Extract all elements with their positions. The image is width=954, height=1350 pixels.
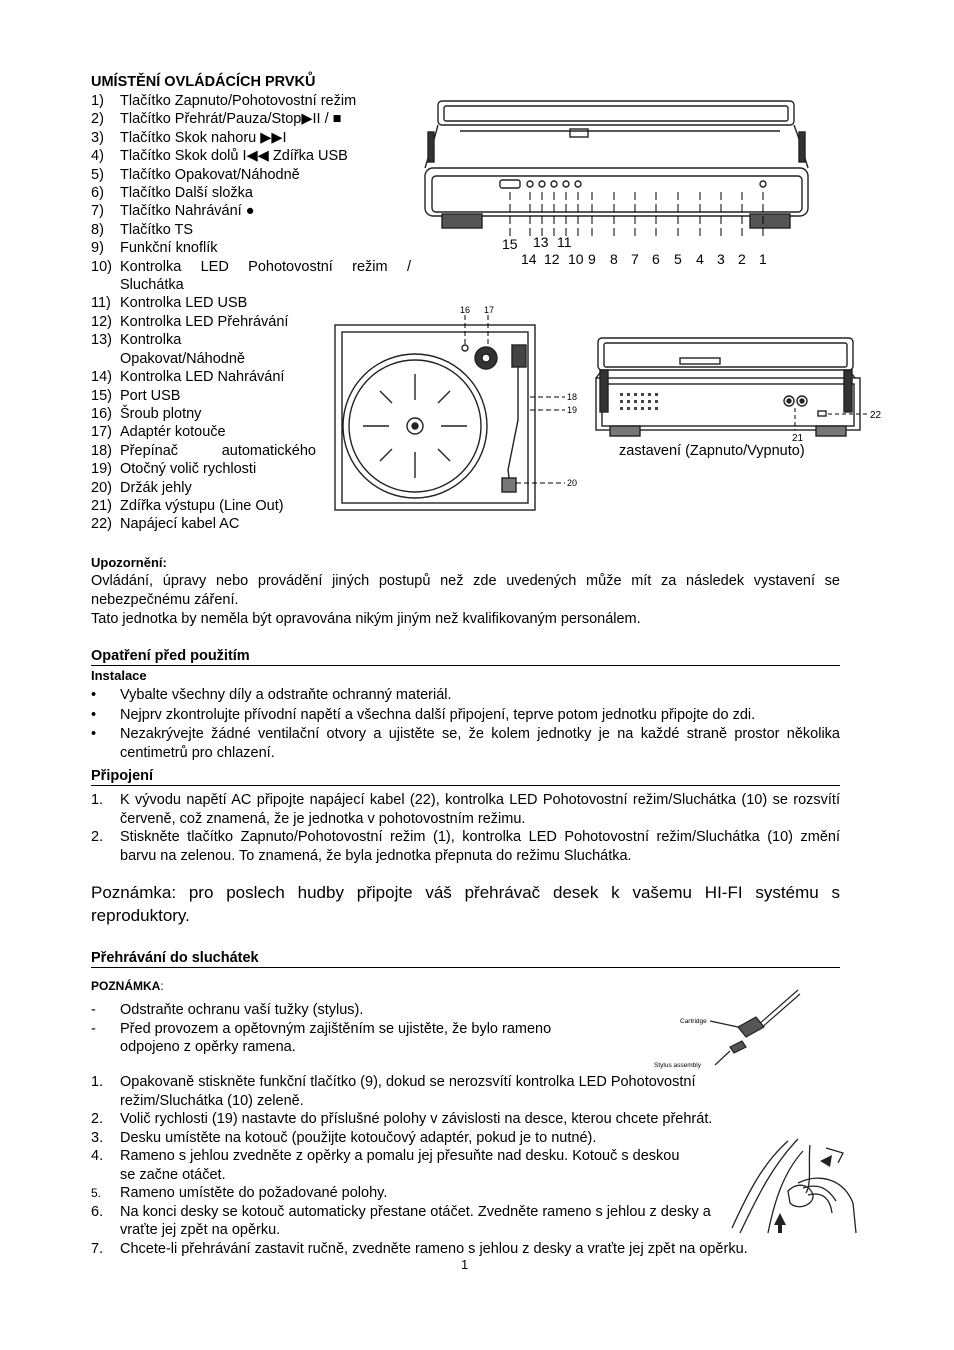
list-item: 11) Kontrolka LED USB xyxy=(91,295,248,312)
list-item: • Nezakrývejte žádné ventilační otvory a ujistěte se, že kolem jednotky je na každé straně prostor několika centimetrů pro chlazení. xyxy=(91,726,840,761)
label-19: 19 xyxy=(567,405,578,415)
page-number: 1 xyxy=(461,1257,469,1272)
label-5: 5 xyxy=(674,251,682,267)
label-1: 1 xyxy=(759,251,767,267)
list-item: 3. Desku umístěte na kotouč (použijte kotoučový adaptér, pokud je to nutné). xyxy=(91,1129,597,1146)
rear-view-diagram xyxy=(590,330,890,445)
label-10: 10 xyxy=(568,251,584,267)
arrow-icon xyxy=(820,1155,832,1167)
list-item: 8) Tlačítko TS xyxy=(91,221,194,238)
list-item: • Vybalte všechny díly a odstraňte ochranný materiál. xyxy=(91,687,452,703)
install-list xyxy=(91,686,840,762)
list-item: 2. Volič rychlosti (19) nastavte do příslušné polohy v závislosti na desce, kterou chcete přehrát. xyxy=(91,1111,713,1127)
arrow-up-icon xyxy=(774,1213,786,1233)
list-item: 12) Kontrolka LED Přehrávání xyxy=(91,313,289,330)
front-view-diagram xyxy=(420,96,820,271)
connection-title: Připojení xyxy=(91,768,840,786)
warning-title: Upozornění: xyxy=(91,555,167,570)
list-item: 18) Přepínač automatického xyxy=(91,442,316,459)
list-item: 10) Kontrolka LED Pohotovostní režim / Sluchátka xyxy=(91,258,411,294)
cartridge-illustration xyxy=(650,985,810,1070)
label-13: 13 xyxy=(533,234,549,250)
list-item: 7) Tlačítko Nahrávání ● xyxy=(91,203,255,220)
label-22: 22 xyxy=(870,410,882,421)
list-item: 4) Tlačítko Skok dolů I◀◀ Zdířka USB xyxy=(91,148,348,165)
label-17: 17 xyxy=(484,305,495,315)
label-21: 21 xyxy=(792,433,804,444)
note-dash-list xyxy=(91,1001,611,1057)
list-item: 16) Šroub plotny xyxy=(91,405,202,422)
hifi-note: Poznámka: pro poslech hudby připojte váš přehrávač desek k vašemu HI-FI systému s reproduktory. xyxy=(91,883,840,925)
label-7: 7 xyxy=(631,251,639,267)
list-item: 2. Stiskněte tlačítko Zapnuto/Pohotovostní režim (1), kontrolka LED Pohotovostní režim/Sluchátka (10) změní barvu na zelenou. To znamená, že byla jednotka přepnuta do režimu Sluchátka. xyxy=(91,829,840,864)
label-3: 3 xyxy=(717,251,725,267)
list-item: 21) Zdířka výstupu (Line Out) xyxy=(91,497,284,514)
label-14: 14 xyxy=(521,251,537,267)
list-item: 7. Chcete-li přehrávání zastavit ručně, zvedněte rameno s jehlou z desky a vraťte jej zpět na opěrku. xyxy=(91,1240,748,1257)
label-8: 8 xyxy=(610,251,618,267)
list-item: 1. Opakovaně stiskněte funkční tlačítko (9), dokud se nerozsvítí kontrolka LED Pohotovostní režim/Sluchátka (10) zeleně. xyxy=(91,1074,696,1109)
headphones-title: Přehrávání do sluchátek xyxy=(91,950,840,968)
label-12: 12 xyxy=(544,251,560,267)
cartridge-label: Cartridge xyxy=(680,1018,707,1025)
list-item: • Nejprv zkontrolujte přívodní napětí a všechna další připojení, teprve potom jednotku připojte do zdi. xyxy=(91,706,756,723)
list-item: 3) Tlačítko Skok nahoru ▶▶I xyxy=(91,129,287,146)
list-item: 6) Tlačítko Další složka xyxy=(91,185,253,202)
warning-text-1: Ovládání, úpravy nebo provádění jiných postupů než zde uvedených může mít za následek vystavení se nebezpečnému záření. xyxy=(91,573,840,608)
install-title: Instalace xyxy=(91,668,147,683)
list-item: 14) Kontrolka LED Nahrávání xyxy=(91,369,285,386)
connection-list xyxy=(91,791,840,865)
list-item: 20) Držák jehly xyxy=(91,479,192,496)
list-item: 15) Port USB xyxy=(91,387,181,404)
label-11: 11 xyxy=(557,234,572,250)
note-title: POZNÁMKA: xyxy=(91,979,164,993)
label-6: 6 xyxy=(652,251,660,267)
item18-continuation: zastavení (Zapnuto/Vypnuto) xyxy=(619,443,805,459)
list-item: 5. Rameno umístěte do požadované polohy. xyxy=(91,1185,388,1201)
list-item: 4. Rameno s jehlou zvedněte z opěrky a pomalu jej přesuňte nad desku. Kotouč s deskou se začne otáčet. xyxy=(91,1148,680,1183)
label-9: 9 xyxy=(588,251,596,267)
warning-text-2: Tato jednotka by neměla být opravována nikým jiným než kvalifikovaným personálem. xyxy=(91,611,641,627)
label-4: 4 xyxy=(696,251,704,267)
controls-title: UMÍSTĚNÍ OVLÁDÁCÍCH PRVKŮ xyxy=(91,74,316,90)
label-15: 15 xyxy=(502,236,518,252)
list-item: 13) Kontrolka Opakovat/Náhodně xyxy=(91,332,245,367)
hand-illustration xyxy=(728,1133,860,1238)
top-view-diagram xyxy=(330,300,590,515)
label-18: 18 xyxy=(567,392,578,402)
label-16: 16 xyxy=(460,305,471,315)
precautions-title: Opatření před použitím xyxy=(91,648,840,666)
list-item: - Odstraňte ochranu vaší tužky (stylus). xyxy=(91,1002,364,1018)
list-item: 22) Napájecí kabel AC xyxy=(91,516,240,533)
stylus-assembly-label: Stylus assembly xyxy=(654,1062,701,1069)
list-item: 19) Otočný volič rychlosti xyxy=(91,461,257,478)
list-item: 6. Na konci desky se kotouč automaticky přestane otáčet. Zvedněte rameno s jehlou z desky a vraťte jej zpět na opěrku. xyxy=(91,1203,711,1238)
list-item: - Před provozem a opětovným zajištěním se ujistěte, že bylo rameno odpojeno z opěrky ramena. xyxy=(91,1020,552,1055)
list-item: 17) Adaptér kotouče xyxy=(91,424,226,441)
label-2: 2 xyxy=(738,251,746,267)
label-20: 20 xyxy=(567,478,578,488)
list-item: 9) Funkční knoflík xyxy=(91,240,218,257)
list-item: 2) Tlačítko Přehrát/Pauza/Stop▶II / ■ xyxy=(91,111,342,128)
list-item: 5) Tlačítko Opakovat/Náhodně xyxy=(91,166,300,183)
list-item: 1. K vývodu napětí AC připojte napájecí kabel (22), kontrolka LED Pohotovostní režim/Sluchátka (10) se rozsvítí červeně, což znamená, že je jednotka v pohotovostním režimu. xyxy=(91,792,840,827)
list-item: 1) Tlačítko Zapnuto/Pohotovostní režim xyxy=(91,93,357,109)
